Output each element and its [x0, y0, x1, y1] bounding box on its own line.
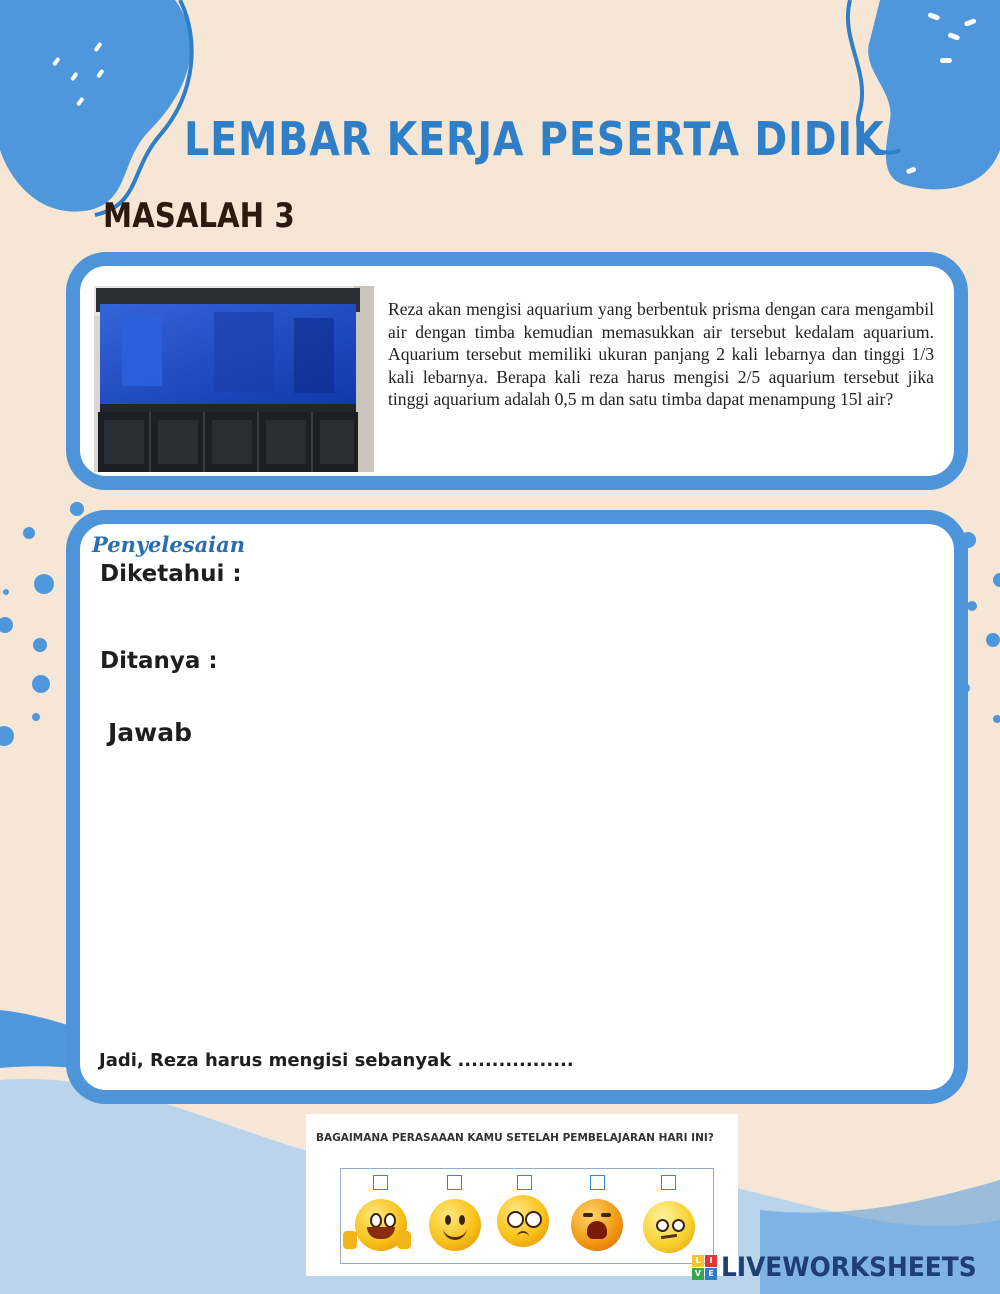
top-right-blob [868, 0, 1000, 189]
feeling-checkbox-2[interactable] [447, 1175, 462, 1190]
answer-label: Jawab [108, 718, 193, 747]
asked-label: Ditanya : [100, 648, 218, 674]
smiling-face-icon [429, 1199, 481, 1251]
crying-face-icon [571, 1199, 623, 1251]
solution-card [66, 510, 968, 1104]
left-thumb-icon [343, 1231, 357, 1249]
logo-letter-v: V [692, 1268, 704, 1280]
problem-number: MASALAH 3 [103, 196, 295, 236]
emoji-frame [340, 1168, 714, 1264]
logo-letter-e: E [705, 1268, 717, 1280]
feeling-checkbox-1[interactable] [373, 1175, 388, 1190]
page-title: LEMBAR KERJA PESERTA DIDIK [184, 112, 885, 166]
known-label: Diketahui : [100, 561, 242, 587]
feedback-question: BAGAIMANA PERASAAAN KAMU SETELAH PEMBELAJARAN HARI INI? [316, 1132, 714, 1144]
feeling-checkbox-4[interactable] [590, 1175, 605, 1190]
conclusion-text: Jadi, Reza harus mengisi sebanyak ................. [99, 1050, 574, 1071]
confused-face-icon [643, 1201, 695, 1253]
right-thumb-icon [397, 1231, 411, 1249]
logo-letter-l: L [692, 1255, 704, 1267]
pleading-face-icon [497, 1195, 549, 1247]
logo-letter-i: I [705, 1255, 717, 1267]
solution-heading: Penyelesaian [92, 532, 246, 557]
top-left-blob [0, 0, 191, 212]
liveworksheets-logo-icon [692, 1255, 717, 1280]
feeling-checkbox-5[interactable] [661, 1175, 676, 1190]
feeling-checkbox-3[interactable] [517, 1175, 532, 1190]
aquarium-photo [94, 286, 374, 472]
brand-name: LIVEWORKSHEETS [721, 1252, 977, 1283]
liveworksheets-brand[interactable] [692, 1252, 999, 1283]
problem-statement: Reza akan mengisi aquarium yang berbentuk prisma dengan cara mengambil air dengan timba kemudian memasukkan air tersebut kedalam aquarium. Aquarium tersebut memiliki ukuran panjang 2 kali lebarnya dan tinggi 1/3 kali lebarnya. Berapa kali reza harus mengisi 2/5 aquarium tersebut jika tinggi aquarium adalah 0,5 m dan satu timba dapat menampung 15l air? [388, 299, 934, 410]
